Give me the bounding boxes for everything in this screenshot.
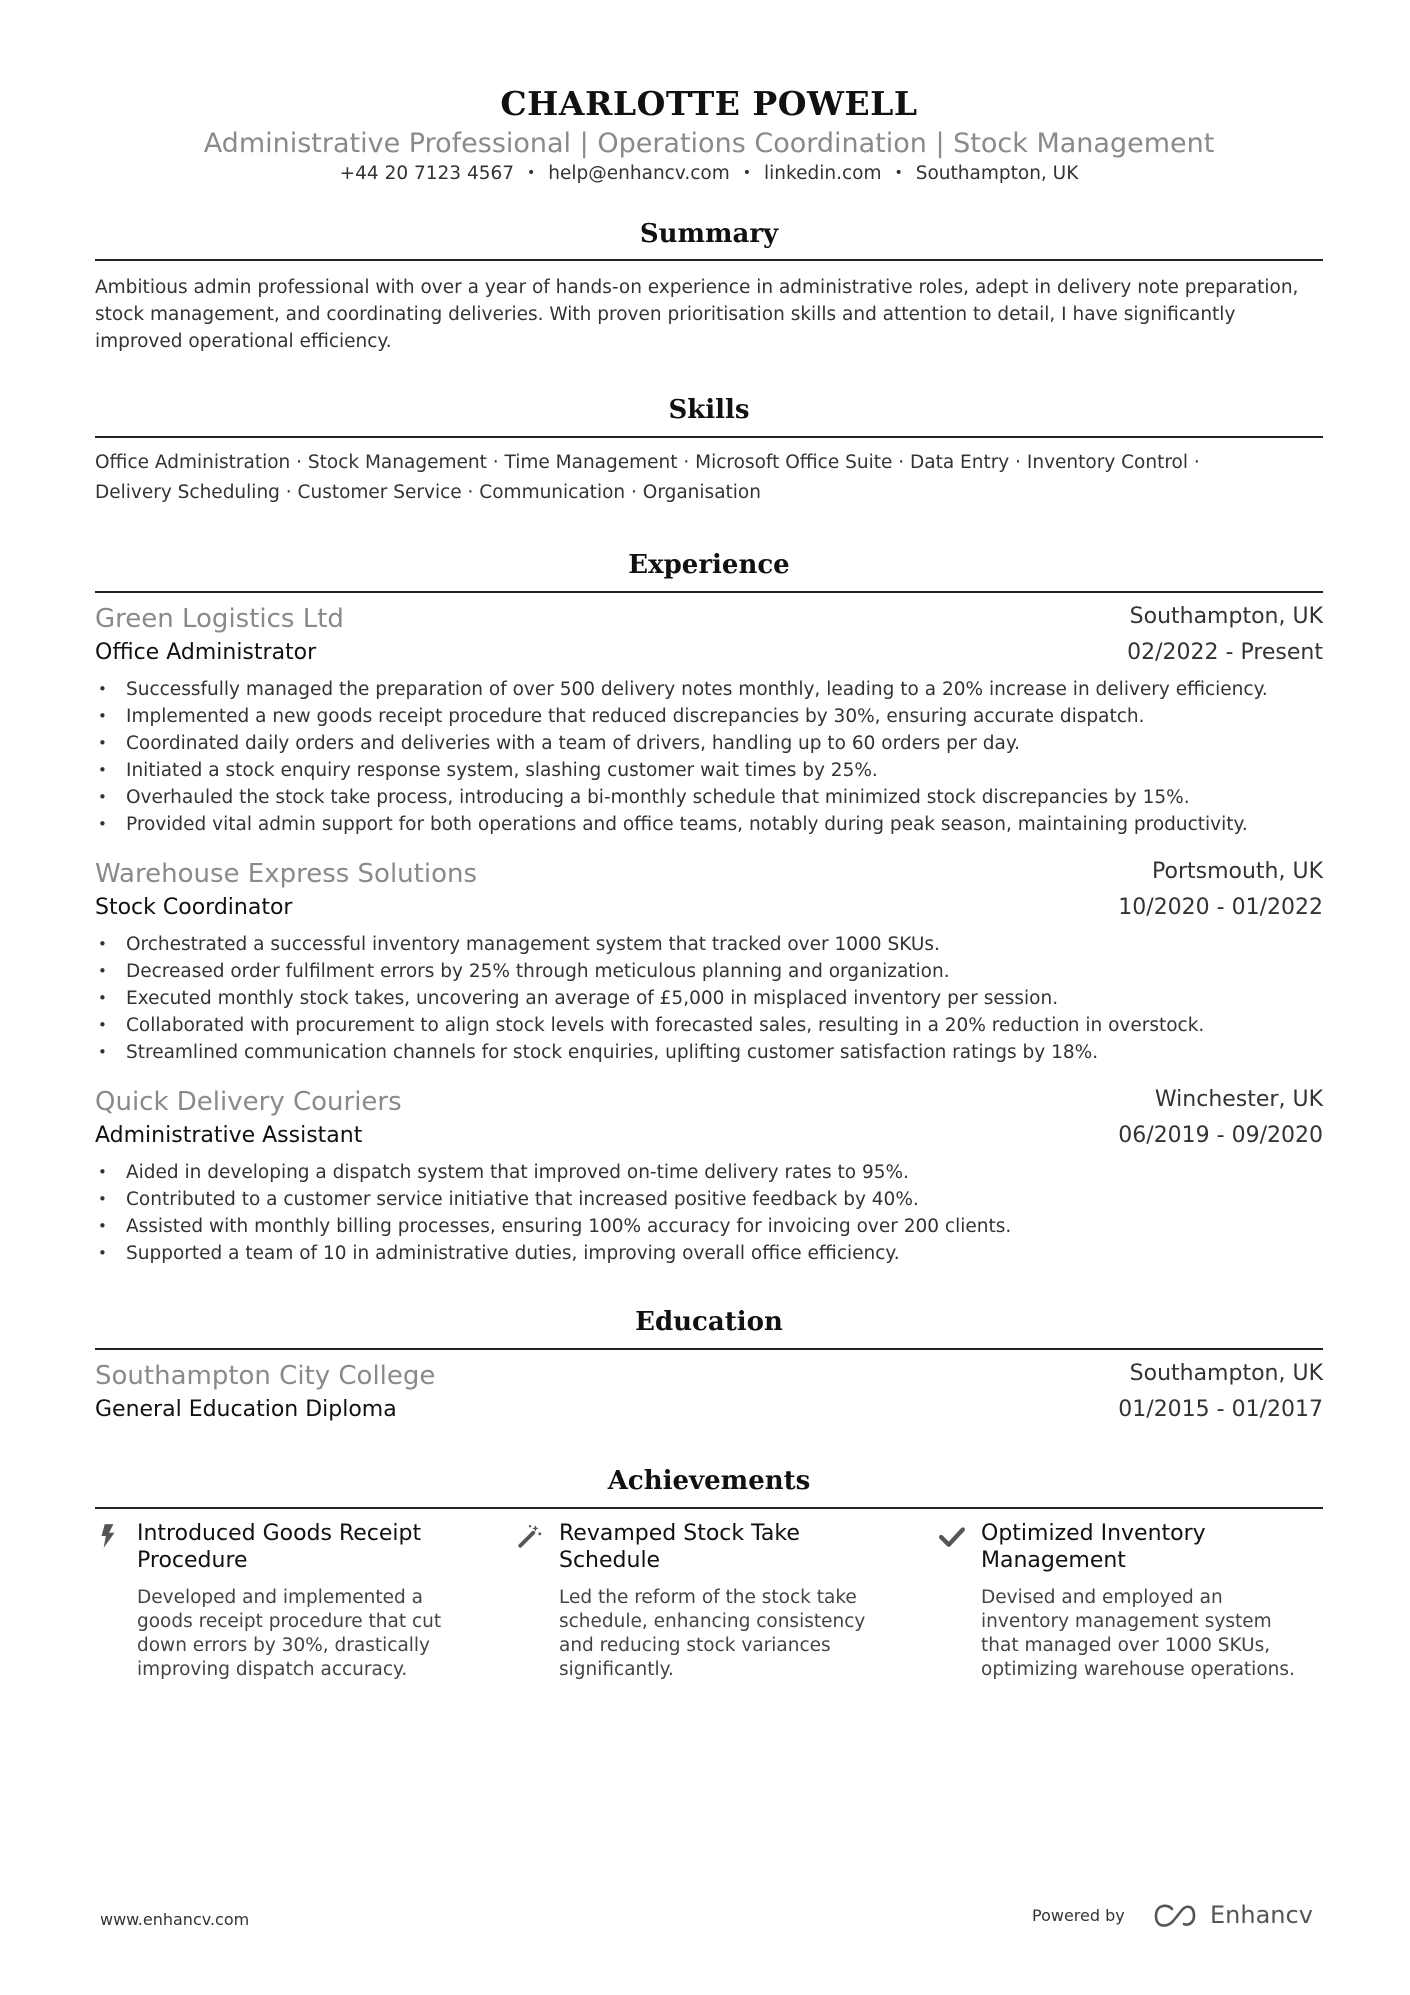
phone: +44 20 7123 4567	[339, 163, 515, 184]
separator-dot: •	[742, 165, 752, 181]
job-company: Green Logistics Ltd	[95, 604, 344, 634]
job-dates: 06/2019 - 09/2020	[1118, 1123, 1323, 1148]
achievement-title: Introduced Goods Receipt Procedure	[137, 1521, 422, 1573]
education-location: Southampton, UK	[1129, 1361, 1323, 1386]
email[interactable]: help@enhancv.com	[548, 163, 730, 184]
section-divider	[95, 1348, 1323, 1350]
list-item: • Supported a team of 10 in administrative duties, improving overall office efficiency.	[95, 1240, 1323, 1267]
contact-line	[95, 163, 1323, 184]
skills-line-1: Office Administration · Stock Management · Time Management · Microsoft Office Suite · Data Entry · Inventory Control ·	[95, 452, 1200, 473]
list-item: • Aided in developing a dispatch system that improved on-time delivery rates to 95%.	[95, 1159, 1323, 1186]
achievement-title: Revamped Stock Take Schedule	[559, 1521, 800, 1573]
education-degree: General Education Diploma	[95, 1397, 397, 1422]
job-location: Winchester, UK	[1154, 1087, 1323, 1112]
enhancv-wordmark: Enhancv	[1210, 1901, 1313, 1929]
linkedin[interactable]: linkedin.com	[764, 163, 882, 184]
skills-line-2: Delivery Scheduling · Customer Service · Communication · Organisation	[95, 482, 761, 503]
job-location: Portsmouth, UK	[1152, 859, 1323, 884]
education-title: Education	[635, 1307, 783, 1337]
section-divider	[95, 591, 1323, 593]
list-item: • Overhauled the stock take process, introducing a bi-monthly schedule that minimized stock discrepancies by 15%.	[95, 784, 1323, 811]
location: Southampton, UK	[915, 163, 1079, 184]
list-item: • Executed monthly stock takes, uncovering an average of £5,000 in misplaced inventory per session.	[95, 985, 1323, 1012]
achievements-title: Achievements	[607, 1466, 811, 1496]
candidate-name: CHARLOTTE POWELL	[500, 84, 918, 123]
education-dates: 01/2015 - 01/2017	[1118, 1397, 1323, 1422]
list-item: • Successfully managed the preparation of over 500 delivery notes monthly, leading to a 20% increase in delivery efficiency.	[95, 676, 1323, 703]
job-bullets	[95, 676, 1323, 838]
job-bullets	[95, 931, 1323, 1066]
experience-title: Experience	[628, 550, 790, 580]
job-location: Southampton, UK	[1129, 604, 1323, 629]
checkmark-icon	[939, 1523, 965, 1549]
achievement-title: Optimized Inventory Management	[981, 1521, 1206, 1573]
enhancv-logo-icon	[1150, 1899, 1200, 1933]
skills-title: Skills	[668, 395, 750, 425]
summary-text: Ambitious admin professional with over a year of hands-on experience in administrative roles, adept in delivery note preparation, stock management, and coordinating deliveries. With proven prioritisation skills and attention to detail, I have significantly improved operational efficiency.	[95, 277, 1299, 352]
summary-title: Summary	[639, 219, 779, 249]
job-dates: 10/2020 - 01/2022	[1118, 895, 1323, 920]
section-divider	[95, 259, 1323, 261]
education-school: Southampton City College	[95, 1361, 436, 1391]
job-role: Administrative Assistant	[95, 1123, 363, 1148]
job-company: Warehouse Express Solutions	[95, 859, 478, 889]
enhancv-logo[interactable]	[1150, 1897, 1313, 1937]
job-company: Quick Delivery Couriers	[95, 1087, 402, 1117]
list-item: • Collaborated with procurement to align stock levels with forecasted sales, resulting in a 20% reduction in overstock.	[95, 1012, 1323, 1039]
footer-website[interactable]: www.enhancv.com	[100, 1910, 250, 1929]
section-divider	[95, 1507, 1323, 1509]
achievement-desc: Devised and employed an inventory management system that managed over 1000 SKUs, optimizing warehouse operations.	[981, 1587, 1295, 1680]
job-bullets	[95, 1159, 1323, 1267]
list-item: • Orchestrated a successful inventory management system that tracked over 1000 SKUs.	[95, 931, 1323, 958]
list-item: • Implemented a new goods receipt procedure that reduced discrepancies by 30%, ensuring accurate dispatch.	[95, 703, 1323, 730]
job-role: Office Administrator	[95, 640, 317, 665]
section-divider	[95, 436, 1323, 438]
list-item: • Assisted with monthly billing processes, ensuring 100% accuracy for invoicing over 200 clients.	[95, 1213, 1323, 1240]
list-item: • Initiated a stock enquiry response system, slashing customer wait times by 25%.	[95, 757, 1323, 784]
job-role: Stock Coordinator	[95, 895, 293, 920]
footer-powered-by: Powered by	[1032, 1906, 1125, 1925]
list-item: • Coordinated daily orders and deliveries with a team of drivers, handling up to 60 orders per day.	[95, 730, 1323, 757]
headline: Administrative Professional | Operations Coordination | Stock Management	[203, 128, 1215, 159]
list-item: • Provided vital admin support for both operations and office teams, notably during peak season, maintaining productivity.	[95, 811, 1323, 838]
separator-dot: •	[894, 165, 903, 181]
magic-wand-icon	[517, 1523, 543, 1549]
achievement-desc: Led the reform of the stock take schedule, enhancing consistency and reducing stock variances significantly.	[559, 1587, 866, 1680]
separator-dot: •	[527, 165, 536, 181]
lightning-icon	[95, 1523, 121, 1549]
list-item: • Streamlined communication channels for stock enquiries, uplifting customer satisfaction ratings by 18%.	[95, 1039, 1323, 1066]
list-item: • Decreased order fulfilment errors by 25% through meticulous planning and organization.	[95, 958, 1323, 985]
list-item: • Contributed to a customer service initiative that increased positive feedback by 40%.	[95, 1186, 1323, 1213]
achievement-desc: Developed and implemented a goods receipt procedure that cut down errors by 30%, drastically improving dispatch accuracy.	[137, 1587, 442, 1680]
job-dates: 02/2022 - Present	[1127, 640, 1323, 665]
